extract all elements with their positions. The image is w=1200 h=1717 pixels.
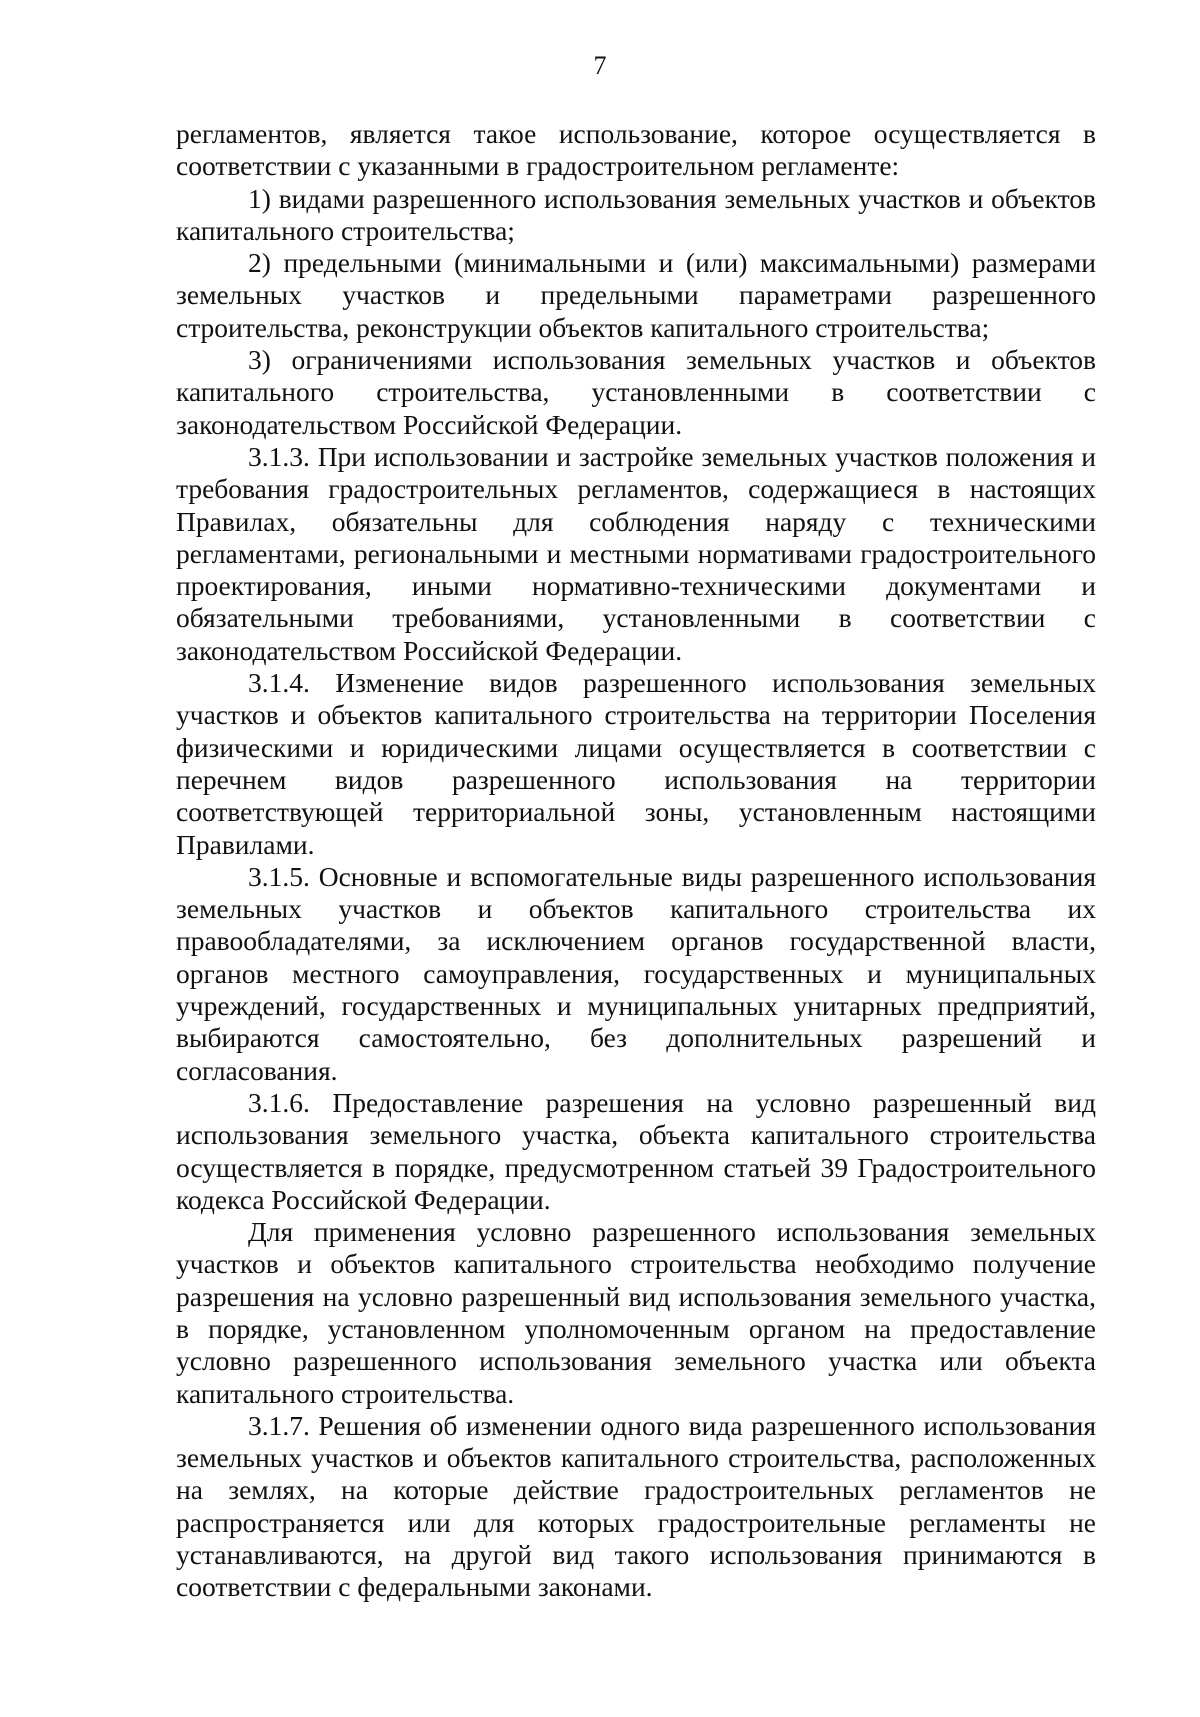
paragraph-3-1-5: 3.1.5. Основные и вспомогательные виды разрешенного использования земельных участков и объектов капитального строительства их правообладателями, за исключением органов государственной власти, органов местного самоуправления, государственных и муниципальных учреждений, государственных и муниципальных унитарных предприятий, выбираются самостоятельно, без дополнительных разрешений и согласования. [176,860,1096,1086]
paragraph-3-1-6: 3.1.6. Предоставление разрешения на условно разрешенный вид использования земельного участка, объекта капитального строительства осуществляется в порядке, предусмотренном статьей 39 Градостроительного кодекса Российской Федерации. [176,1086,1096,1215]
paragraph-conditional-use: Для применения условно разрешенного использования земельных участков и объектов капитального строительства необходимо получение разрешения на условно разрешенный вид использования земельного участка, в порядке, установленном уполномоченным органом на предоставление условно разрешенного использования земельного участка или объекта капитального строительства. [176,1216,1096,1409]
body-text [176,118,1096,1604]
paragraph-3-1-3: 3.1.3. При использовании и застройке земельных участков положения и требования градостроительных регламентов, содержащиеся в настоящих Правилах, обязательны для соблюдения наряду с техническими регламентами, региональными и местными нормативами градостроительного проектирования, иными нормативно-техническими документами и обязательными требованиями, установленными в соответствии с законодательством Российской Федерации. [176,440,1096,666]
paragraph-list-item-1: 1) видами разрешенного использования земельных участков и объектов капитального строительства; [176,182,1096,246]
page-number: 7 [593,51,607,80]
paragraph-continuation: регламентов, является такое использование, которое осуществляется в соответствии с указанными в градостроительном регламенте: [176,118,1096,182]
paragraph-list-item-3: 3) ограничениями использования земельных участков и объектов капитального строительства, установленными в соответствии с законодательством Российской Федерации. [176,344,1096,440]
paragraph-3-1-7: 3.1.7. Решения об изменении одного вида разрешенного использования земельных участков и объектов капитального строительства, расположенных на землях, на которые действие градостроительных регламентов не распространяется или для которых градостроительные регламенты не устанавливаются, на другой вид такого использования принимаются в соответствии с федеральными законами. [176,1409,1096,1603]
paragraph-list-item-2: 2) предельными (минимальными и (или) максимальными) размерами земельных участков и предельными параметрами разрешенного строительства, реконструкции объектов капитального строительства; [176,247,1096,343]
paragraph-3-1-4: 3.1.4. Изменение видов разрешенного использования земельных участков и объектов капитального строительства на территории Поселения физическими и юридическими лицами осуществляется в соответствии с перечнем видов разрешенного использования на территории соответствующей территориальной зоны, установленным настоящими Правилами. [176,667,1096,860]
